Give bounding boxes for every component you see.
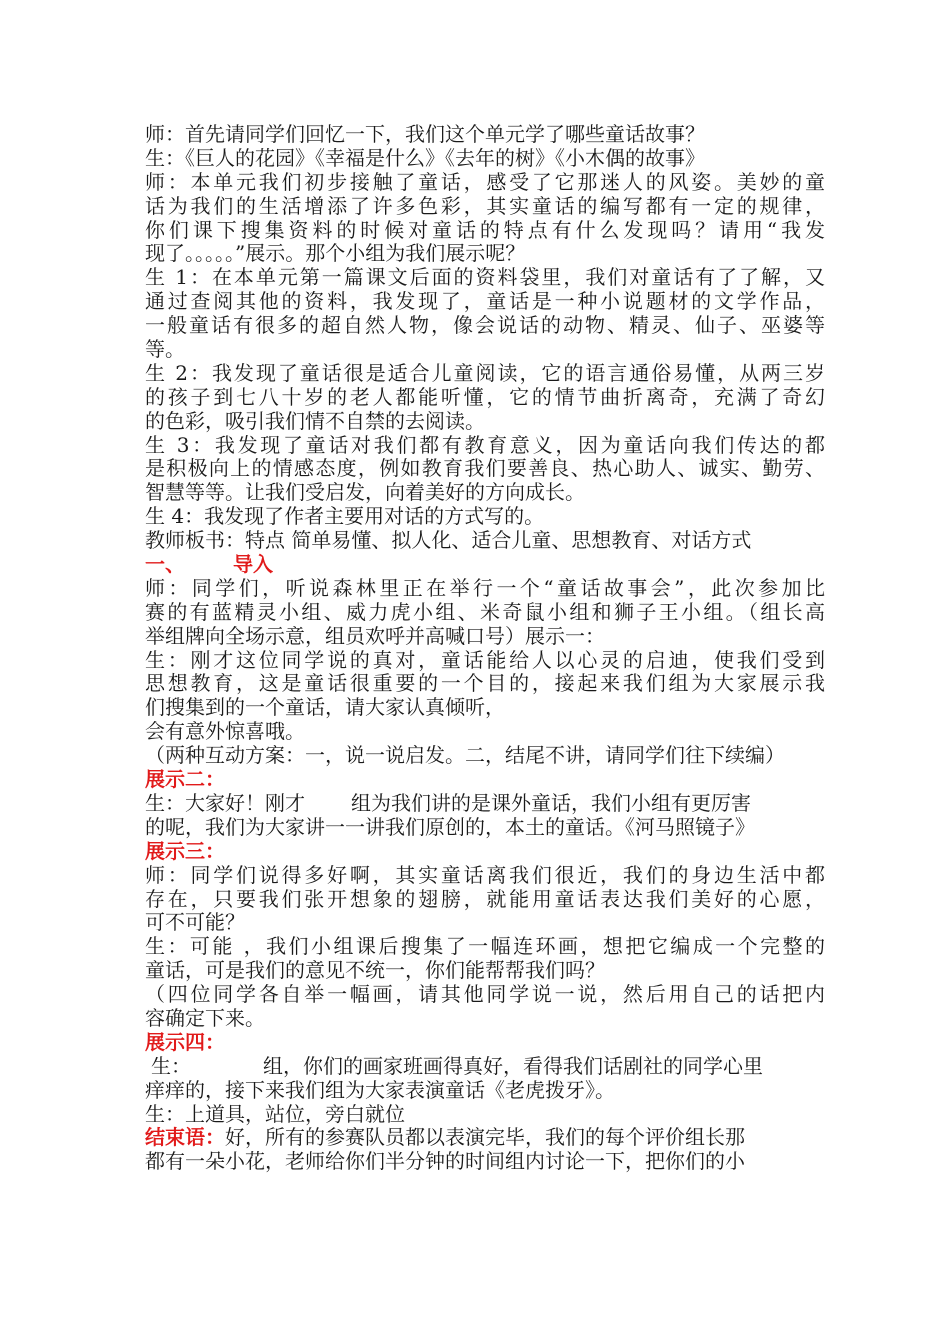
text-line: 生：《巨人的花园》《幸福是什么》《去年的树》《小木偶的故事》: [145, 145, 705, 170]
text-line: 师：首先请同学们回忆一下，我们这个单元学了哪些童话故事？: [145, 122, 705, 146]
text-line: 生：上道具，站位，旁白就位: [145, 1101, 405, 1126]
show2-heading: 展示二：: [145, 767, 225, 792]
text-line: 的色彩，吸引我们情不自禁的去阅读。: [145, 408, 485, 433]
text-line: 师：同学们说得多好啊，其实童话离我们很近，我们的身边生活中都: [145, 862, 825, 887]
text-line: 思想教育，这是童话很重要的一个目的，接起来我们组为大家展示我: [145, 671, 825, 696]
text-line: 话为我们的生活增添了许多色彩，其实童话的编写都有一定的规律，: [145, 193, 825, 218]
text-line: 生 3：我发现了童话对我们都有教育意义，因为童话向我们传达的都: [145, 432, 825, 457]
text-line: 通过查阅其他的资料，我发现了，童话是一种小说题材的文学作品，: [145, 289, 825, 314]
text-line: 师：本单元我们初步接触了童话，感受了它那迷人的风姿。美妙的童: [145, 169, 825, 194]
text-line: （四位同学各自举一幅画，请其他同学说一说，然后用自己的话把内: [145, 982, 825, 1007]
text-line: 一般童话有很多的超自然人物，像会说话的动物、精灵、仙子、巫婆等: [145, 313, 825, 338]
text-line: 智慧等等。让我们受启发，向着美好的方向成长。: [145, 480, 585, 505]
text-line: 的呢，我们为大家讲一一讲我们原创的，本土的童话。《河马照镜子》: [145, 814, 755, 839]
text-fragment: 生：大家好！刚才: [145, 790, 305, 815]
text-line: 可不可能？: [145, 910, 245, 935]
text-line: 童话，可是我们的意见不统一，你们能帮帮我们吗？: [145, 958, 605, 983]
section-heading: [145, 553, 825, 577]
text-line: 教师板书：特点 简单易懂、拟人化、适合儿童、思想教育、对话方式: [145, 528, 752, 553]
text-line: 师：同学们，听说森林里正在举行一个“童话故事会”，此次参加比: [145, 575, 825, 600]
text-fragment: 好，所有的参赛队员都以表演完毕，我们的每个评价组长那: [225, 1125, 745, 1150]
text-line: （两种互动方案：一，说一说启发。二，结尾不讲，请同学们往下续编）: [145, 743, 785, 768]
section-title: 导入: [233, 552, 273, 577]
closing-label: 结束语：: [145, 1125, 225, 1150]
text-line: [145, 792, 825, 816]
text-line: 容确定下来。: [145, 1005, 265, 1030]
text-line: 等。: [145, 337, 185, 362]
text-line: 生 4：我发现了作者主要用对话的方式写的。: [145, 504, 545, 529]
show4-heading: 展示四：: [145, 1029, 225, 1054]
text-fragment: 生：: [151, 1053, 191, 1078]
text-line: 赛的有蓝精灵小组、威力虎小组、米奇鼠小组和狮子王小组。（组长高: [145, 599, 825, 624]
text-line: 生 1：在本单元第一篇课文后面的资料袋里，我们对童话有了了解，又: [145, 265, 825, 290]
text-line: 生 2：我发现了童话很是适合儿童阅读，它的语言通俗易懂，从两三岁: [145, 360, 825, 385]
text-line: 们搜集到的一个童话，请大家认真倾听，: [145, 695, 505, 720]
section-number: 一、: [145, 552, 185, 577]
text-line: 痒痒的，接下来我们组为大家表演童话《老虎拨牙》。: [145, 1077, 615, 1102]
text-line: [145, 1055, 825, 1079]
text-line: 生：刚才这位同学说的真对，童话能给人以心灵的启迪，使我们受到: [145, 647, 825, 672]
show3-heading: 展示三：: [145, 838, 225, 863]
text-line: 你们课下搜集资料的时候对童话的特点有什么发现吗？请用“我发: [145, 217, 825, 242]
text-line: 的孩子到七八十岁的老人都能听懂，它的情节曲折离奇，充满了奇幻: [145, 384, 825, 409]
text-line: 都有一朵小花，老师给你们半分钟的时间组内讨论一下，把你们的小: [145, 1149, 745, 1174]
text-line: 生：可能 ，我们小组课后搜集了一幅连环画，想把它编成一个完整的: [145, 934, 825, 959]
text-line: 会有意外惊喜哦。: [145, 719, 305, 744]
text-line: 举组牌向全场示意，组员欢呼并高喊口号）展示一：: [145, 623, 605, 648]
text-line: 现了。。。。。”展示。那个小组为我们展示呢？: [145, 241, 526, 266]
text-line: 存在，只要我们张开想象的翅膀，就能用童话表达我们美好的心愿，: [145, 886, 825, 911]
text-line: 是积极向上的情感态度，例如教育我们要善良、热心助人、诚实、勤劳、: [145, 456, 825, 481]
document-body: [145, 123, 825, 1174]
text-line: [145, 1126, 825, 1150]
text-fragment: 组，你们的画家班画得真好，看得我们话剧社的同学心里: [263, 1053, 763, 1078]
text-fragment: 组为我们讲的是课外童话，我们小组有更厉害: [351, 790, 751, 815]
